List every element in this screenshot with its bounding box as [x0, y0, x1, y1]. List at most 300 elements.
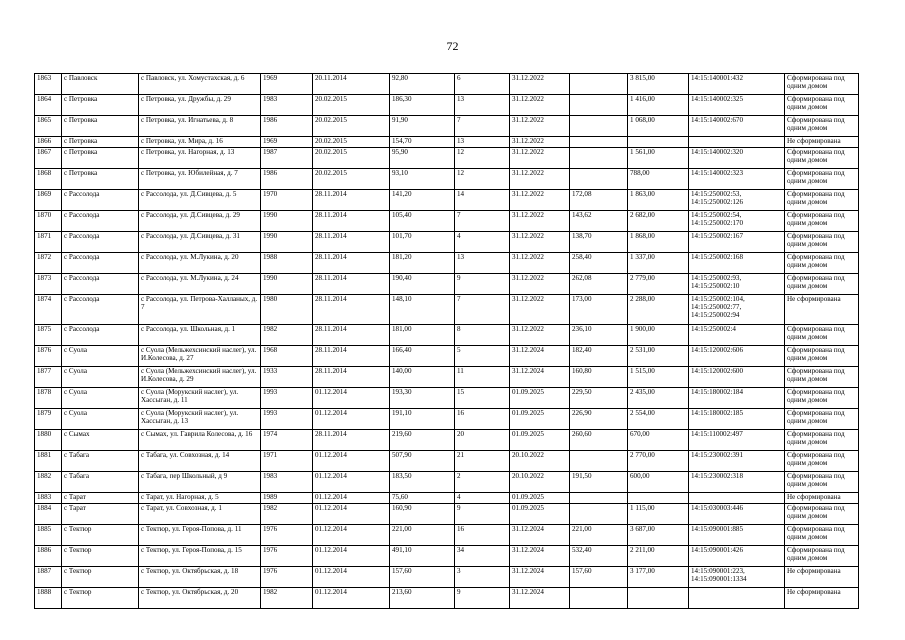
- cell-address: с Суола (Морукский наслег), ул. Хассыган, д. 11: [139, 388, 261, 409]
- cell-deadline: 31.12.2022: [510, 116, 570, 137]
- cell-record-date: 20.02.2015: [313, 95, 390, 116]
- cell-address: с Петровка, ул. Игнатьева, д. 8: [139, 116, 261, 137]
- cell-land-area: [570, 504, 628, 525]
- cell-plot-area: 2 554,00: [628, 409, 689, 430]
- cell-deadline: 20.10.2022: [510, 451, 570, 472]
- cell-settlement: с Суола: [62, 388, 139, 409]
- cell-row-number: 1866: [35, 137, 62, 148]
- cell-build-year: 1988: [261, 253, 313, 274]
- cell-land-area: 157,60: [570, 567, 628, 588]
- cell-settlement: с Тарат: [62, 493, 139, 504]
- cell-residents: 16: [455, 409, 510, 430]
- cell-row-number: 1882: [35, 472, 62, 493]
- cell-plot-status: Сформирована под одним домом: [785, 116, 859, 137]
- cell-land-area: 182,40: [570, 346, 628, 367]
- cell-plot-status: Не сформирована: [785, 588, 859, 609]
- cell-area: 141,20: [390, 190, 455, 211]
- cell-address: с Рассолода, ул. Школьная, д. 1: [139, 325, 261, 346]
- cell-record-date: 01.12.2014: [313, 388, 390, 409]
- cell-settlement: с Тарат: [62, 504, 139, 525]
- table-row: [35, 190, 859, 211]
- table-row: [35, 325, 859, 346]
- cell-area: 181,00: [390, 325, 455, 346]
- cell-plot-status: Сформирована под одним домом: [785, 325, 859, 346]
- table-row: [35, 74, 859, 95]
- cell-build-year: 1976: [261, 546, 313, 567]
- cell-plot-area: 788,00: [628, 169, 689, 190]
- table-row: [35, 232, 859, 253]
- cell-cadastral-number: 14:15:250002:168: [689, 253, 785, 274]
- cell-plot-status: Сформирована под одним домом: [785, 74, 859, 95]
- cell-row-number: 1872: [35, 253, 62, 274]
- cell-deadline: 31.12.2022: [510, 148, 570, 169]
- cell-residents: 3: [455, 567, 510, 588]
- cell-row-number: 1868: [35, 169, 62, 190]
- cell-settlement: с Суола: [62, 409, 139, 430]
- cell-area: 221,00: [390, 525, 455, 546]
- cell-land-area: [570, 95, 628, 116]
- cell-land-area: 226,90: [570, 409, 628, 430]
- cell-land-area: [570, 588, 628, 609]
- cell-settlement: с Тектюр: [62, 588, 139, 609]
- cell-cadastral-number: 14:15:250002:4: [689, 325, 785, 346]
- cell-cadastral-number: 14:15:250002:167: [689, 232, 785, 253]
- cell-area: 75,60: [390, 493, 455, 504]
- cell-cadastral-number: 14:15:250002:93, 14:15:250002:10: [689, 274, 785, 295]
- cell-deadline: 31.12.2024: [510, 546, 570, 567]
- cell-settlement: с Тектюр: [62, 525, 139, 546]
- table-row: [35, 588, 859, 609]
- cell-area: 140,00: [390, 367, 455, 388]
- cell-build-year: 1993: [261, 409, 313, 430]
- cell-row-number: 1867: [35, 148, 62, 169]
- cell-address: с Рассолода, ул. Д.Сивцева, д. 31: [139, 232, 261, 253]
- cell-plot-status: Сформирована под одним домом: [785, 232, 859, 253]
- cell-plot-area: 2 770,00: [628, 451, 689, 472]
- cell-build-year: 1990: [261, 232, 313, 253]
- table-row: [35, 137, 859, 148]
- cell-residents: 20: [455, 430, 510, 451]
- cell-build-year: 1933: [261, 367, 313, 388]
- cell-row-number: 1869: [35, 190, 62, 211]
- cell-plot-area: 670,00: [628, 430, 689, 451]
- cell-residents: 7: [455, 116, 510, 137]
- cell-record-date: 20.02.2015: [313, 169, 390, 190]
- cell-cadastral-number: [689, 493, 785, 504]
- cell-deadline: 31.12.2022: [510, 253, 570, 274]
- cell-plot-area: 3 177,00: [628, 567, 689, 588]
- cell-record-date: 01.12.2014: [313, 472, 390, 493]
- cell-residents: 5: [455, 346, 510, 367]
- cell-land-area: [570, 74, 628, 95]
- cell-build-year: 1983: [261, 472, 313, 493]
- cell-row-number: 1863: [35, 74, 62, 95]
- table-row: [35, 472, 859, 493]
- cell-area: 93,10: [390, 169, 455, 190]
- cell-row-number: 1886: [35, 546, 62, 567]
- cell-residents: 7: [455, 211, 510, 232]
- cell-plot-status: Сформирована под одним домом: [785, 430, 859, 451]
- table-row: [35, 493, 859, 504]
- cell-row-number: 1880: [35, 430, 62, 451]
- cell-deadline: 31.12.2022: [510, 190, 570, 211]
- cell-address: с Суола (Морукский наслег), ул. Хассыган, д. 13: [139, 409, 261, 430]
- cell-settlement: с Табага: [62, 451, 139, 472]
- cell-area: 95,90: [390, 148, 455, 169]
- cell-row-number: 1865: [35, 116, 62, 137]
- cell-build-year: 1982: [261, 325, 313, 346]
- cell-area: 105,40: [390, 211, 455, 232]
- cell-residents: 14: [455, 190, 510, 211]
- cell-settlement: с Петровка: [62, 137, 139, 148]
- table-row: [35, 253, 859, 274]
- cell-cadastral-number: 14:15:030003:446: [689, 504, 785, 525]
- cell-address: с Петровка, ул. Дружбы, д. 29: [139, 95, 261, 116]
- cell-plot-status: Не сформирована: [785, 137, 859, 148]
- cell-land-area: 138,70: [570, 232, 628, 253]
- cell-record-date: 20.02.2015: [313, 116, 390, 137]
- cell-address: с Павловск, ул. Хомустахская, д. 6: [139, 74, 261, 95]
- cell-deadline: 31.12.2022: [510, 137, 570, 148]
- cell-deadline: 31.12.2022: [510, 74, 570, 95]
- cell-row-number: 1875: [35, 325, 62, 346]
- cell-settlement: с Тектюр: [62, 567, 139, 588]
- cell-residents: 13: [455, 253, 510, 274]
- cell-deadline: 31.12.2024: [510, 525, 570, 546]
- cell-address: с Тектюр, ул. Октябрьская, д. 18: [139, 567, 261, 588]
- cell-plot-status: Сформирована под одним домом: [785, 148, 859, 169]
- cell-row-number: 1874: [35, 295, 62, 325]
- table-row: [35, 95, 859, 116]
- table-row: [35, 148, 859, 169]
- cell-record-date: 01.12.2014: [313, 504, 390, 525]
- cell-deadline: 31.12.2024: [510, 346, 570, 367]
- cell-record-date: 28.11.2014: [313, 274, 390, 295]
- table-row: [35, 169, 859, 190]
- cell-settlement: с Петровка: [62, 116, 139, 137]
- cell-deadline: 31.12.2024: [510, 567, 570, 588]
- cell-residents: 11: [455, 367, 510, 388]
- cell-record-date: 28.11.2014: [313, 367, 390, 388]
- cell-row-number: 1876: [35, 346, 62, 367]
- cell-row-number: 1885: [35, 525, 62, 546]
- cell-record-date: 01.12.2014: [313, 588, 390, 609]
- cell-plot-area: 1 561,00: [628, 148, 689, 169]
- table-row: [35, 430, 859, 451]
- cell-address: с Табага, ул. Совхозная, д. 14: [139, 451, 261, 472]
- cell-record-date: 28.11.2014: [313, 430, 390, 451]
- cell-build-year: 1970: [261, 190, 313, 211]
- cell-land-area: 143,62: [570, 211, 628, 232]
- cell-address: с Тарат, ул. Нагорная, д. 5: [139, 493, 261, 504]
- cell-deadline: 31.12.2024: [510, 588, 570, 609]
- cell-plot-status: Сформирована под одним домом: [785, 346, 859, 367]
- cell-record-date: 28.11.2014: [313, 211, 390, 232]
- cell-plot-area: 2 779,00: [628, 274, 689, 295]
- cell-land-area: 532,40: [570, 546, 628, 567]
- cell-build-year: 1969: [261, 137, 313, 148]
- cell-plot-status: Сформирована под одним домом: [785, 367, 859, 388]
- cell-cadastral-number: 14:15:140002:670: [689, 116, 785, 137]
- table-row: [35, 274, 859, 295]
- cell-land-area: 260,60: [570, 430, 628, 451]
- cell-deadline: 20.10.2022: [510, 472, 570, 493]
- cell-plot-area: [628, 588, 689, 609]
- cell-record-date: 28.11.2014: [313, 232, 390, 253]
- cell-area: 181,20: [390, 253, 455, 274]
- cell-land-area: [570, 493, 628, 504]
- cell-settlement: с Сымах: [62, 430, 139, 451]
- cell-plot-area: 1 515,00: [628, 367, 689, 388]
- table-row: [35, 388, 859, 409]
- cell-land-area: 173,00: [570, 295, 628, 325]
- cell-plot-status: Сформирована под одним домом: [785, 388, 859, 409]
- cell-row-number: 1871: [35, 232, 62, 253]
- table-body: [35, 74, 859, 609]
- cell-area: 491,10: [390, 546, 455, 567]
- cell-settlement: с Суола: [62, 367, 139, 388]
- cell-plot-status: Сформирована под одним домом: [785, 409, 859, 430]
- cell-cadastral-number: 14:15:140002:323: [689, 169, 785, 190]
- cell-residents: 15: [455, 388, 510, 409]
- cell-record-date: 28.11.2014: [313, 295, 390, 325]
- cell-settlement: с Петровка: [62, 148, 139, 169]
- cell-address: с Суола (Мельжехсинский наслег), ул. И.Колесова, д. 27: [139, 346, 261, 367]
- cell-settlement: с Петровка: [62, 95, 139, 116]
- cell-plot-status: Сформирована под одним домом: [785, 504, 859, 525]
- cell-area: 91,90: [390, 116, 455, 137]
- cell-build-year: 1976: [261, 525, 313, 546]
- cell-area: 219,60: [390, 430, 455, 451]
- cell-record-date: 01.12.2014: [313, 546, 390, 567]
- cell-build-year: 1987: [261, 148, 313, 169]
- table-row: [35, 567, 859, 588]
- cell-build-year: 1976: [261, 567, 313, 588]
- cell-plot-status: Сформирована под одним домом: [785, 169, 859, 190]
- cell-deadline: 01.09.2025: [510, 493, 570, 504]
- table-row: [35, 409, 859, 430]
- cell-build-year: 1969: [261, 74, 313, 95]
- cell-residents: 2: [455, 472, 510, 493]
- cell-area: 92,80: [390, 74, 455, 95]
- cell-plot-status: Сформирована под одним домом: [785, 253, 859, 274]
- cell-record-date: 01.12.2014: [313, 451, 390, 472]
- cell-build-year: 1980: [261, 295, 313, 325]
- cell-cadastral-number: 14:15:250002:104, 14:15:250002:77, 14:15:250002:94: [689, 295, 785, 325]
- cell-deadline: 31.12.2022: [510, 232, 570, 253]
- table-row: [35, 346, 859, 367]
- cell-plot-status: Сформирована под одним домом: [785, 525, 859, 546]
- cell-land-area: 258,40: [570, 253, 628, 274]
- cell-land-area: 172,08: [570, 190, 628, 211]
- table-row: [35, 525, 859, 546]
- cell-deadline: 31.12.2022: [510, 211, 570, 232]
- cell-plot-area: 2 288,00: [628, 295, 689, 325]
- cell-plot-area: 1 863,00: [628, 190, 689, 211]
- cell-residents: 4: [455, 493, 510, 504]
- cell-residents: 8: [455, 325, 510, 346]
- cell-row-number: 1877: [35, 367, 62, 388]
- cell-cadastral-number: 14:15:090001:223, 14:15:090001:1334: [689, 567, 785, 588]
- cell-record-date: 01.12.2014: [313, 567, 390, 588]
- cell-build-year: 1983: [261, 95, 313, 116]
- table-row: [35, 295, 859, 325]
- cell-plot-area: 1 068,00: [628, 116, 689, 137]
- table-row: [35, 451, 859, 472]
- cell-residents: 13: [455, 95, 510, 116]
- cell-build-year: 1968: [261, 346, 313, 367]
- cell-build-year: 1990: [261, 211, 313, 232]
- table-row: [35, 116, 859, 137]
- cell-settlement: с Суола: [62, 346, 139, 367]
- cell-area: 213,60: [390, 588, 455, 609]
- cell-cadastral-number: 14:15:140002:320: [689, 148, 785, 169]
- cell-area: 148,10: [390, 295, 455, 325]
- cell-row-number: 1879: [35, 409, 62, 430]
- cell-cadastral-number: 14:15:250002:53, 14:15:250002:126: [689, 190, 785, 211]
- cell-record-date: 20.02.2015: [313, 148, 390, 169]
- table-row: [35, 504, 859, 525]
- cell-plot-status: Сформирована под одним домом: [785, 211, 859, 232]
- cell-record-date: 28.11.2014: [313, 325, 390, 346]
- cell-land-area: [570, 116, 628, 137]
- cell-residents: 21: [455, 451, 510, 472]
- cell-cadastral-number: 14:15:140001:432: [689, 74, 785, 95]
- cell-cadastral-number: 14:15:120002:606: [689, 346, 785, 367]
- cell-land-area: [570, 169, 628, 190]
- cell-record-date: 01.12.2014: [313, 409, 390, 430]
- cell-deadline: 31.12.2022: [510, 169, 570, 190]
- cell-area: 190,40: [390, 274, 455, 295]
- cell-area: 186,30: [390, 95, 455, 116]
- cell-address: с Сымах, ул. Гаврила Колесова, д. 16: [139, 430, 261, 451]
- cell-plot-status: Сформирована под одним домом: [785, 546, 859, 567]
- cell-area: 191,10: [390, 409, 455, 430]
- cell-plot-area: 2 435,00: [628, 388, 689, 409]
- cell-address: с Рассолода, ул. М.Лукина, д. 24: [139, 274, 261, 295]
- cell-residents: 12: [455, 148, 510, 169]
- cell-record-date: 01.12.2014: [313, 493, 390, 504]
- table-row: [35, 546, 859, 567]
- cell-record-date: 20.02.2015: [313, 137, 390, 148]
- cell-land-area: 191,50: [570, 472, 628, 493]
- cell-row-number: 1888: [35, 588, 62, 609]
- table-row: [35, 367, 859, 388]
- cell-settlement: с Табага: [62, 472, 139, 493]
- cell-build-year: 1971: [261, 451, 313, 472]
- cell-row-number: 1884: [35, 504, 62, 525]
- cell-plot-status: Сформирована под одним домом: [785, 274, 859, 295]
- cell-row-number: 1878: [35, 388, 62, 409]
- cell-plot-area: 1 337,00: [628, 253, 689, 274]
- cell-area: 193,30: [390, 388, 455, 409]
- cell-residents: 12: [455, 169, 510, 190]
- cell-row-number: 1883: [35, 493, 62, 504]
- cell-plot-area: 1 900,00: [628, 325, 689, 346]
- cell-plot-area: [628, 137, 689, 148]
- cell-area: 154,70: [390, 137, 455, 148]
- cell-row-number: 1873: [35, 274, 62, 295]
- cell-address: с Тектюр, ул. Героя-Попова, д. 11: [139, 525, 261, 546]
- cell-residents: 9: [455, 504, 510, 525]
- cell-settlement: с Петровка: [62, 169, 139, 190]
- cell-area: 166,40: [390, 346, 455, 367]
- cell-land-area: 262,08: [570, 274, 628, 295]
- cell-deadline: 31.12.2022: [510, 95, 570, 116]
- cell-row-number: 1881: [35, 451, 62, 472]
- cell-residents: 34: [455, 546, 510, 567]
- cell-build-year: 1974: [261, 430, 313, 451]
- cell-settlement: с Рассолода: [62, 295, 139, 325]
- cell-address: с Рассолода, ул. Петрова-Халланых, д. 7: [139, 295, 261, 325]
- cell-address: с Петровка, ул. Нагорная, д. 13: [139, 148, 261, 169]
- cell-deadline: 01.09.2025: [510, 430, 570, 451]
- cell-residents: 6: [455, 74, 510, 95]
- cell-settlement: с Рассолода: [62, 211, 139, 232]
- cell-plot-area: 2 682,00: [628, 211, 689, 232]
- page-number: 72: [446, 39, 459, 53]
- cell-area: 101,70: [390, 232, 455, 253]
- cell-residents: 7: [455, 295, 510, 325]
- cell-residents: 9: [455, 274, 510, 295]
- cell-build-year: 1990: [261, 274, 313, 295]
- cell-land-area: [570, 451, 628, 472]
- cell-plot-status: Сформирована под одним домом: [785, 190, 859, 211]
- cell-area: 160,90: [390, 504, 455, 525]
- housing-registry-table: [34, 73, 859, 609]
- cell-address: с Табага, пер Школьный, д 9: [139, 472, 261, 493]
- cell-plot-area: 1 115,00: [628, 504, 689, 525]
- cell-address: с Тектюр, ул. Октябрьская, д. 20: [139, 588, 261, 609]
- cell-cadastral-number: 14:15:180002:185: [689, 409, 785, 430]
- cell-address: с Тарат, ул. Совхозная, д. 1: [139, 504, 261, 525]
- cell-settlement: с Рассолода: [62, 190, 139, 211]
- cell-plot-status: Сформирована под одним домом: [785, 451, 859, 472]
- cell-plot-area: 2 531,00: [628, 346, 689, 367]
- cell-cadastral-number: 14:15:230002:318: [689, 472, 785, 493]
- cell-plot-status: Не сформирована: [785, 493, 859, 504]
- cell-land-area: 229,50: [570, 388, 628, 409]
- cell-deadline: 31.12.2022: [510, 274, 570, 295]
- cell-cadastral-number: 14:15:090001:426: [689, 546, 785, 567]
- cell-address: с Рассолода, ул. М.Лукина, д. 20: [139, 253, 261, 274]
- cell-residents: 4: [455, 232, 510, 253]
- cell-plot-area: 1 868,00: [628, 232, 689, 253]
- cell-address: с Рассолода, ул. Д.Сивцева, д. 29: [139, 211, 261, 232]
- cell-residents: 13: [455, 137, 510, 148]
- cell-record-date: 28.11.2014: [313, 190, 390, 211]
- cell-plot-status: Сформирована под одним домом: [785, 472, 859, 493]
- cell-build-year: 1993: [261, 388, 313, 409]
- cell-record-date: 01.12.2014: [313, 525, 390, 546]
- cell-cadastral-number: 14:15:140002:325: [689, 95, 785, 116]
- cell-settlement: с Павловск: [62, 74, 139, 95]
- cell-plot-area: 1 416,00: [628, 95, 689, 116]
- table-row: [35, 211, 859, 232]
- cell-record-date: 28.11.2014: [313, 253, 390, 274]
- cell-cadastral-number: [689, 137, 785, 148]
- cell-cadastral-number: 14:15:230002:391: [689, 451, 785, 472]
- cell-address: с Рассолода, ул. Д.Сивцева, д. 5: [139, 190, 261, 211]
- cell-land-area: 236,10: [570, 325, 628, 346]
- cell-land-area: 160,80: [570, 367, 628, 388]
- cell-plot-status: Не сформирована: [785, 295, 859, 325]
- cell-cadastral-number: [689, 588, 785, 609]
- cell-area: 183,50: [390, 472, 455, 493]
- cell-build-year: 1982: [261, 588, 313, 609]
- cell-settlement: с Рассолода: [62, 274, 139, 295]
- cell-settlement: с Рассолода: [62, 253, 139, 274]
